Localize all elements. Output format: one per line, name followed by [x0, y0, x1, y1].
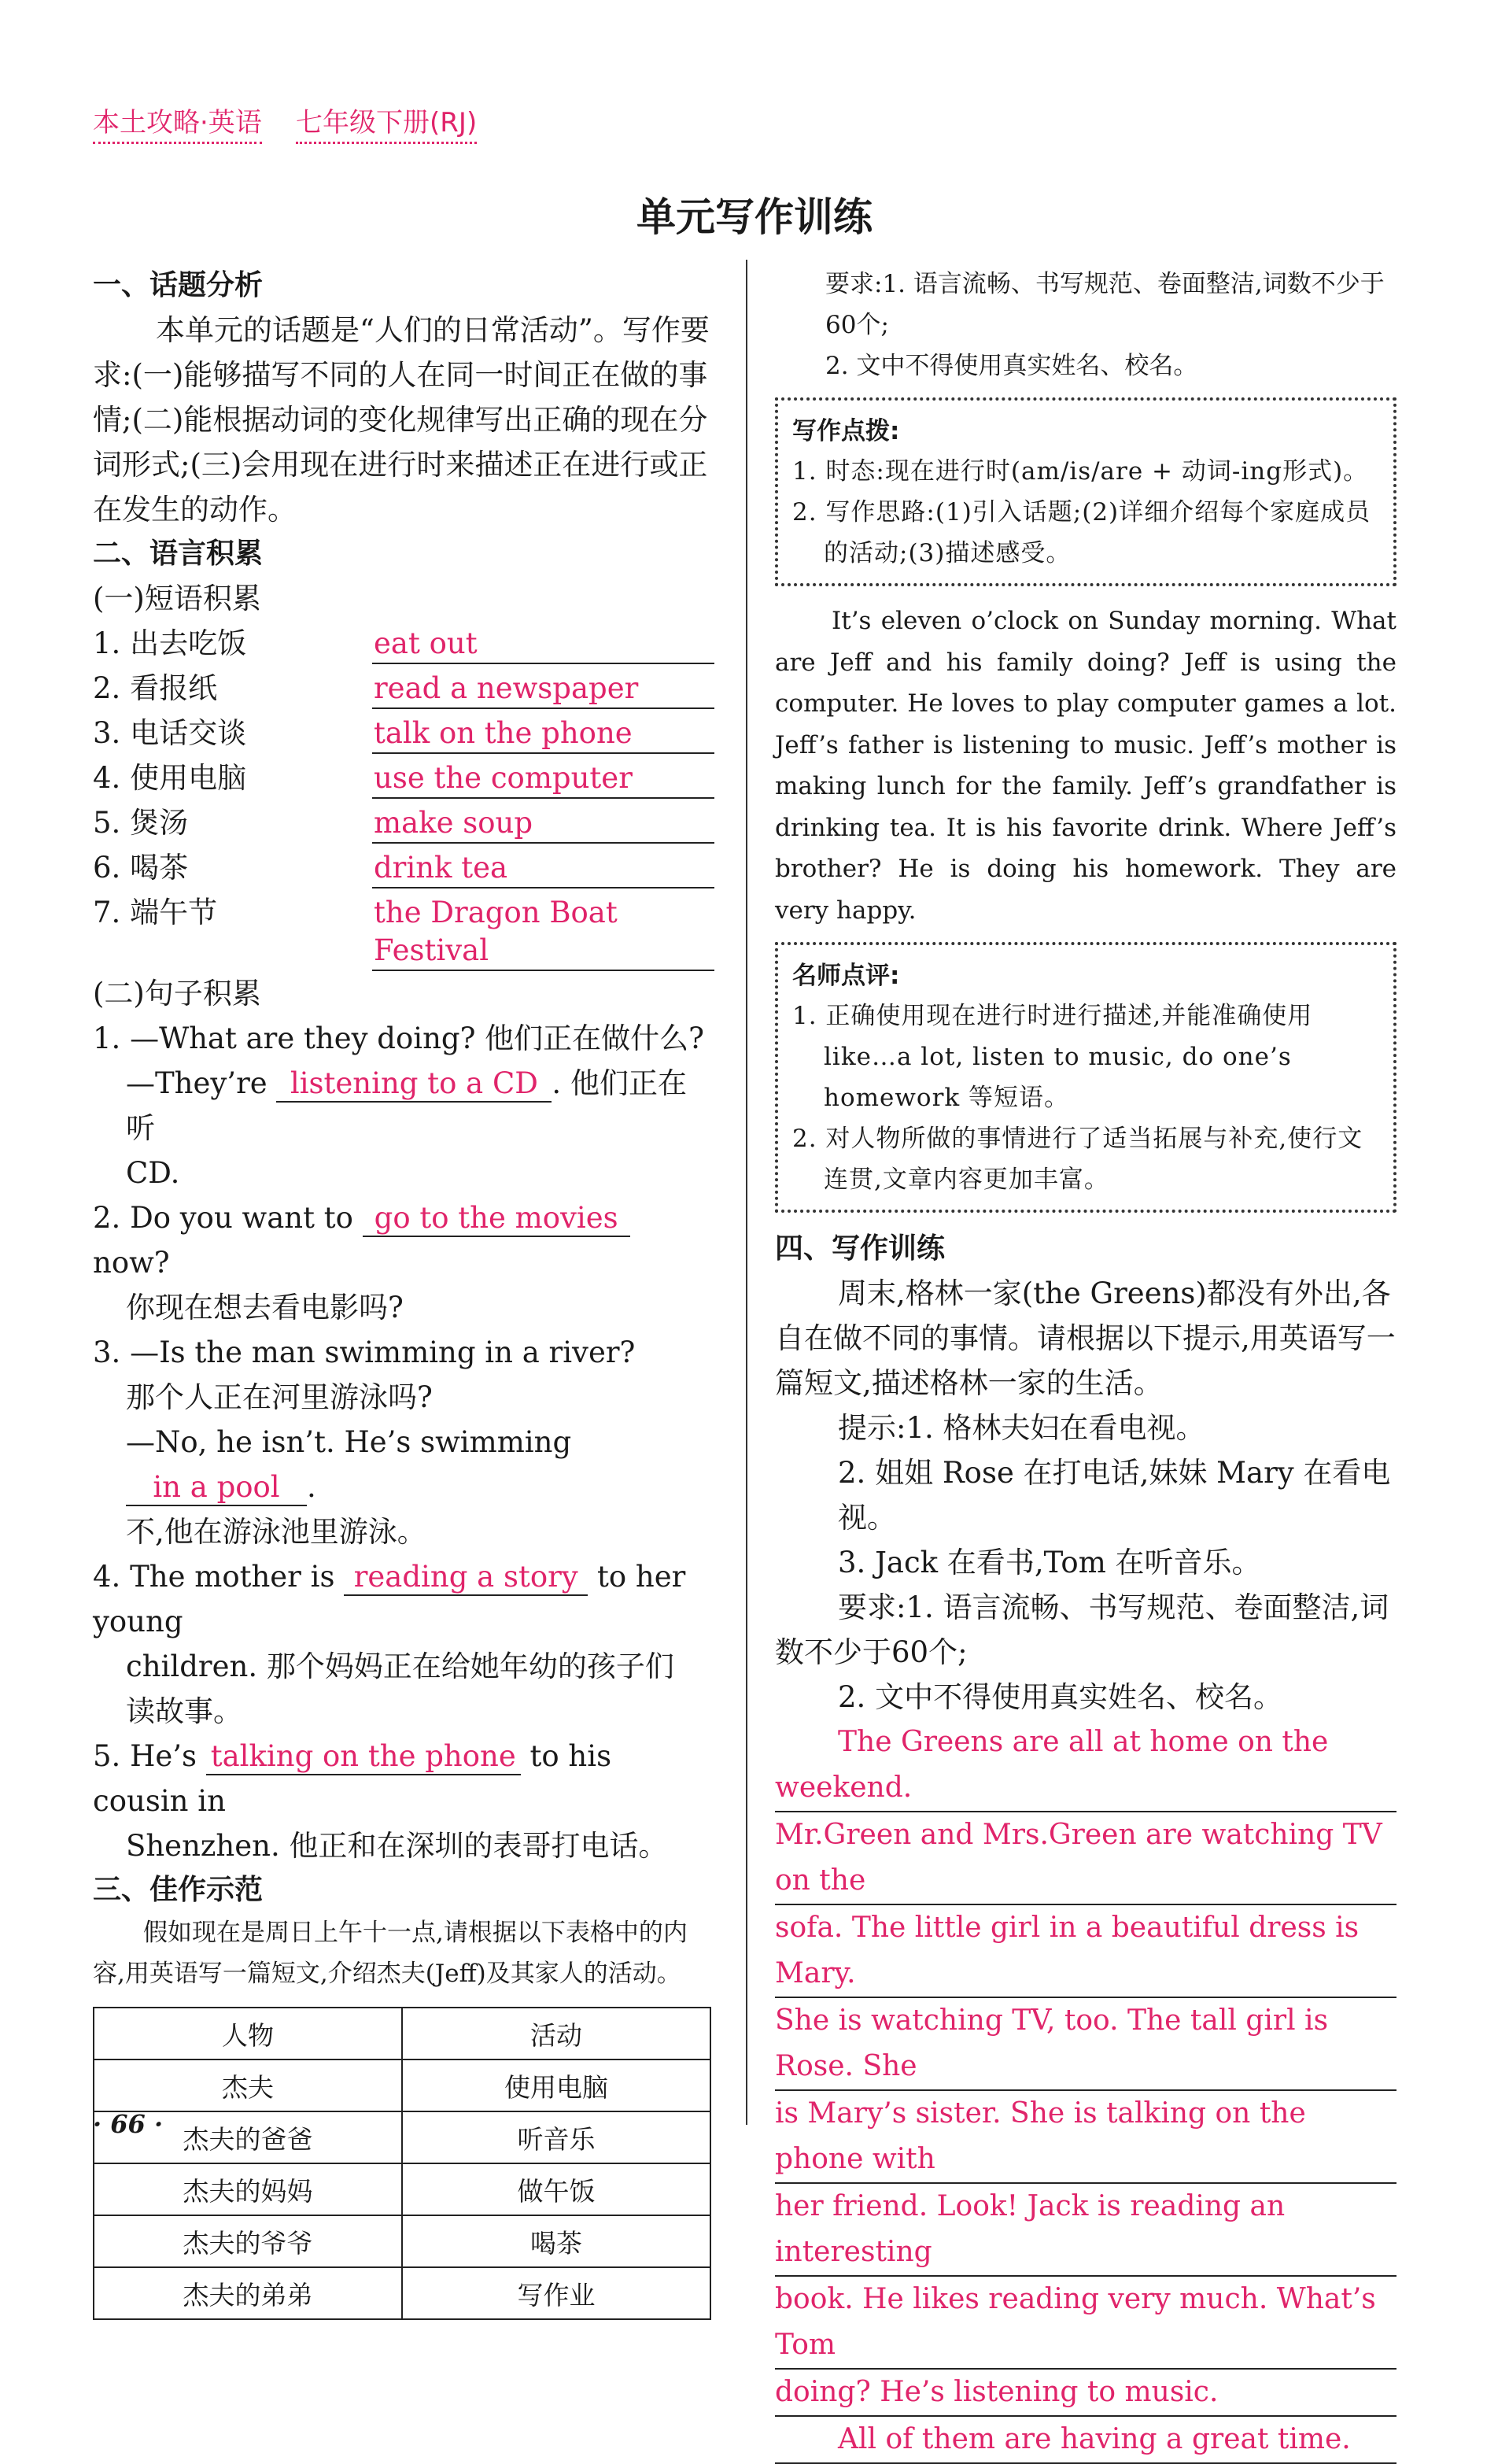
- model-essay: It’s eleven o’clock on Sunday morning. What are Jeff and his family doing? Jeff is using the computer. He loves to play computer games a lot. Jeff’s father is listening to music. Jeff’s mother is making lunch for the family. Jeff’s grandfather is drinking tea. It is his favorite drink. Where Jeff’s brother? He is doing his homework. They are very happy.: [775, 607, 1396, 925]
- q4-line3: 读故事。: [126, 1694, 242, 1728]
- q1-answer: listening to a CD: [276, 1066, 552, 1103]
- table-header-cell: 活动: [402, 2008, 710, 2059]
- section-heading-language: 二、语言积累: [93, 537, 264, 570]
- phrase-list: [93, 621, 714, 971]
- phrase-item: 1. 出去吃饭 eat out: [93, 621, 714, 666]
- q3-answer: in a pool: [126, 1470, 307, 1506]
- teacher-comment-box: [775, 942, 1396, 1213]
- topic-text: 本单元的话题是“人们的日常活动”。写作要求:(一)能够描写不同的人在同一时间正在做的事情;(二)能根据动词的变化规律写出正确的现在分词形式;(三)会用现在进行时来描述正在进行或正在发生的动作。: [93, 313, 710, 526]
- hint-2: 2. 姐姐 Rose 在打电话,妹妹 Mary 在看电视。: [838, 1456, 1391, 1535]
- q5-line1: 5. He’s talking on the phone to his cousin in: [93, 1739, 612, 1818]
- answer-line: All of them are having a great time.: [775, 2417, 1396, 2464]
- q5-answer: talking on the phone: [206, 1739, 521, 1775]
- activity-table: [93, 2007, 711, 2320]
- series-name: 本土攻略·英语: [93, 107, 262, 144]
- phrase-answer: use the computer: [372, 759, 714, 799]
- tip-item: 2. 写作思路:(1)引入话题;(2)详细介绍每个家庭成员的活动;(3)描述感受。: [792, 498, 1371, 567]
- answer-line: She is watching TV, too. The tall girl is Rose. She: [775, 1998, 1396, 2091]
- phrase-item: 4. 使用电脑 use the computer: [93, 755, 714, 800]
- table-row: 杰夫 使用电脑: [94, 2059, 710, 2111]
- column-divider: [746, 260, 747, 2125]
- model-requirement-1: 要求:1. 语言流畅、书写规范、卷面整洁,词数不少于60个;: [825, 270, 1385, 339]
- q2-line2: 你现在想去看电影吗?: [126, 1291, 404, 1324]
- practice-requirement-2: 2. 文中不得使用真实姓名、校名。: [838, 1680, 1283, 1714]
- q5-line2: Shenzhen. 他正和在深圳的表哥打电话。: [126, 1829, 668, 1863]
- section-heading-practice: 四、写作训练: [775, 1232, 946, 1265]
- hint-3: 3. Jack 在看书,Tom 在听音乐。: [838, 1546, 1261, 1579]
- practice-requirement-1: 要求:1. 语言流畅、书写规范、卷面整洁,词数不少于60个;: [775, 1590, 1389, 1669]
- q1-line3: CD.: [126, 1156, 180, 1190]
- table-row: 杰夫的弟弟 写作业: [94, 2267, 710, 2319]
- answer-line: her friend. Look! Jack is reading an interesting: [775, 2184, 1396, 2277]
- q4-answer: reading a story: [344, 1560, 588, 1596]
- q1-line2: —They’re listening to a CD . 他们正在听: [126, 1066, 687, 1145]
- page-title: 单元写作训练: [636, 194, 873, 240]
- model-requirement-2: 2. 文中不得使用真实姓名、校名。: [825, 352, 1198, 380]
- table-row: 杰夫的爷爷 喝茶: [94, 2215, 710, 2267]
- phrase-item: 7. 端午节 the Dragon Boat Festival: [93, 890, 714, 971]
- phrase-item: 2. 看报纸 read a newspaper: [93, 666, 714, 711]
- answer-line: is Mary’s sister. She is talking on the phone with: [775, 2091, 1396, 2184]
- hint-1: 提示:1. 格林夫妇在看电视。: [838, 1411, 1205, 1445]
- q1-line1: 1. —What are they doing? 他们正在做什么?: [93, 1021, 705, 1055]
- phrase-answer: eat out: [372, 625, 714, 664]
- phrase-answer: drink tea: [372, 849, 714, 888]
- phrase-answer: read a newspaper: [372, 670, 714, 709]
- table-header-row: [94, 2008, 710, 2059]
- comment-title: 名师点评:: [792, 962, 900, 990]
- section-heading-model: 三、佳作示范: [93, 1874, 264, 1906]
- phrase-answer: make soup: [372, 804, 714, 844]
- table-row: 杰夫的妈妈 做午饭: [94, 2163, 710, 2215]
- sample-answer: [775, 1720, 1396, 2464]
- right-column: [775, 264, 1396, 2464]
- q3-line2: 那个人正在河里游泳吗?: [126, 1380, 433, 1414]
- grade-label: 七年级下册(RJ): [296, 107, 477, 144]
- comment-item: 2. 对人物所做的事情进行了适当拓展与补充,使行文连贯,文章内容更加丰富。: [792, 1125, 1363, 1194]
- tips-title: 写作点拨:: [792, 417, 900, 445]
- answer-line: doing? He’s listening to music.: [775, 2370, 1396, 2417]
- writing-tips-box: [775, 397, 1396, 586]
- answer-line: Mr.Green and Mrs.Green are watching TV on the: [775, 1812, 1396, 1905]
- phrase-item: 6. 喝茶 drink tea: [93, 845, 714, 890]
- table-row: 杰夫的爸爸 听音乐: [94, 2111, 710, 2163]
- comment-item: 1. 正确使用现在进行时进行描述,并能准确使用like…a lot, listen to music, do one’s homework 等短语。: [792, 1002, 1313, 1112]
- left-column: [93, 264, 714, 2320]
- phrase-item: 3. 电话交谈 talk on the phone: [93, 711, 714, 755]
- phrase-item: 5. 煲汤 make soup: [93, 800, 714, 845]
- answer-line: sofa. The little girl in a beautiful dress is Mary.: [775, 1905, 1396, 1998]
- tip-item: 1. 时态:现在进行时(am/is/are + 动词-ing形式)。: [792, 457, 1369, 486]
- q4-line2: children. 那个妈妈正在给她年幼的孩子们: [126, 1649, 674, 1683]
- q4-line1: 4. The mother is reading a story to her young: [93, 1560, 686, 1638]
- answer-line: book. He likes reading very much. What’s Tom: [775, 2277, 1396, 2370]
- practice-text: 周末,格林一家(the Greens)都没有外出,各自在做不同的事情。请根据以下提示,用英语写一篇短文,描述格林一家的生活。: [775, 1276, 1396, 1400]
- model-intro: 假如现在是周日上午十一点,请根据以下表格中的内容,用英语写一篇短文,介绍杰夫(Jeff)及其家人的活动。: [93, 1919, 688, 1988]
- page-number: · 66 ·: [93, 2109, 164, 2139]
- q2-answer: go to the movies: [363, 1201, 630, 1237]
- phrase-answer: talk on the phone: [372, 715, 714, 754]
- q3-line4: 不,他在游泳池里游泳。: [126, 1515, 426, 1549]
- section-heading-topic: 一、话题分析: [93, 269, 264, 301]
- table-header-cell: 人物: [94, 2008, 402, 2059]
- sentences-heading: (二)句子积累: [93, 977, 261, 1010]
- answer-line: The Greens are all at home on the weekend.: [775, 1720, 1396, 1812]
- running-header: [93, 101, 477, 139]
- q3-line1: 3. —Is the man swimming in a river?: [93, 1335, 636, 1369]
- phrase-answer: the Dragon Boat Festival: [372, 894, 714, 971]
- phrases-heading: (一)短语积累: [93, 582, 261, 615]
- q2-line1: 2. Do you want to go to the movies now?: [93, 1195, 714, 1285]
- q3-line3: —No, he isn’t. He’s swimming in a pool .: [93, 1420, 714, 1509]
